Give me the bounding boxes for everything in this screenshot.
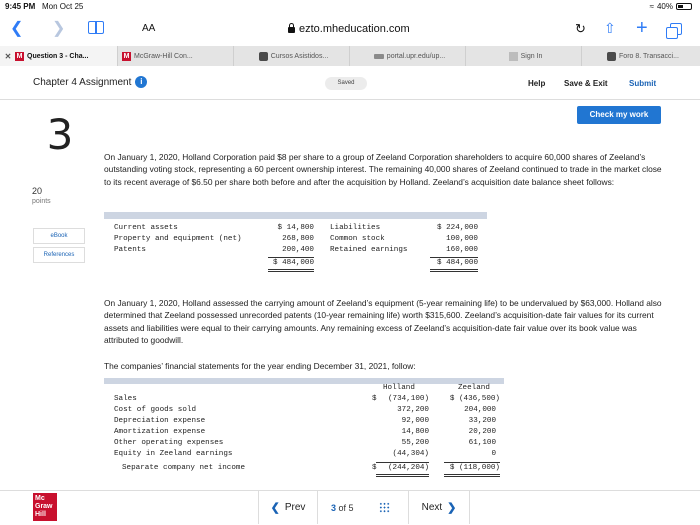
chevron-left-icon: ❮ (270, 502, 280, 514)
bottom-navigation (0, 490, 700, 525)
bs-asset-value: 268,800 (282, 235, 314, 243)
tab-label: Foro 8. Transacci... (619, 52, 679, 60)
course-icon (259, 52, 268, 61)
prev-button[interactable] (258, 491, 318, 524)
fs-zeeland-value: $ (436,500) (449, 395, 500, 403)
fs-zeeland-value: 61,100 (468, 439, 496, 447)
mcgraw-icon: M (123, 52, 130, 60)
battery-percent: 40% (656, 2, 673, 11)
bs-liab-value: 100,000 (446, 235, 478, 243)
tabs-overview-icon[interactable] (670, 23, 682, 35)
forward-icon[interactable]: ❯ (52, 20, 66, 37)
bs-asset-value: 200,400 (282, 246, 314, 254)
tab-label: Sign In (520, 52, 543, 60)
tab-question-3[interactable] (0, 46, 118, 66)
fs-holland-value: 92,000 (401, 417, 429, 425)
portal-icon (374, 54, 384, 59)
save-exit-button[interactable]: Save & Exit (564, 79, 608, 88)
question-number: 3 (46, 110, 74, 159)
fs-currency: $ (372, 395, 377, 403)
prev-label: Prev (284, 502, 306, 513)
signin-icon (509, 52, 518, 61)
bs-liab-value: 160,000 (446, 246, 478, 254)
fs-holland-value: (44,304) (392, 450, 429, 458)
submit-button[interactable]: Submit (629, 79, 657, 88)
bs-asset-total: $ 484,000 (268, 257, 314, 272)
question-paragraph-2: On January 1, 2020, Holland assessed the carrying amount of Zeeland’s equipment (5-year remaining life) to be undervalued by $63,000. Holland also determined that Zeeland possessed unrecorded patents (10-year remaining life) worth $315,600. Zeeland’s acquisition-date fair values for its current assets and liabilities were equal to their carrying amounts. Any remaining excess of Zeeland’s acquisition-date fair value over its book value was attributed to goodwill. (104, 298, 662, 345)
ebook-button[interactable]: eBook (33, 228, 85, 244)
bs-asset-label: Property and equipment (net) (114, 235, 242, 243)
fs-zeeland-value: 204,000 (464, 406, 496, 414)
bs-liab-label: Retained earnings (330, 246, 408, 254)
fs-holland-value: (734,100) (387, 395, 429, 403)
browser-toolbar (0, 14, 700, 44)
tab-foro[interactable] (582, 46, 700, 66)
references-button[interactable]: References (33, 247, 85, 263)
points-value: 20 (32, 186, 43, 196)
bs-liab-value: $ 224,000 (436, 224, 478, 232)
page-title (33, 76, 147, 88)
tab-label: McGraw-Hill Con... (134, 52, 193, 60)
fs-row-label: Sales (114, 395, 137, 403)
fs-holland-net: (244,204) (376, 462, 429, 477)
balance-sheet-table (104, 212, 487, 274)
status-bar (0, 0, 700, 14)
reload-icon[interactable]: ↻ (575, 21, 586, 36)
fs-holland-value: 55,200 (401, 439, 429, 447)
fs-zeeland-net: $ (118,000) (444, 462, 500, 477)
fs-net-label: Separate company net income (122, 464, 246, 472)
tab-portal[interactable] (350, 46, 466, 66)
fs-currency: $ (372, 464, 377, 472)
course-icon (607, 52, 616, 61)
status-date: Mon Oct 25 (42, 2, 84, 11)
chevron-right-icon: ❯ (447, 502, 457, 514)
close-tab-icon[interactable]: ✕ (4, 51, 12, 61)
next-label: Next (421, 502, 443, 513)
text-size-button[interactable]: AA (142, 23, 156, 34)
current-page: 3 (331, 503, 337, 513)
fs-row-label: Other operating expenses (114, 439, 224, 447)
battery-icon (676, 3, 692, 10)
fs-col-zeeland: Zeeland (458, 384, 490, 392)
question-paragraph-3: The companies’ financial statements for the year ending December 31, 2021, follow: (104, 361, 416, 371)
address-bar[interactable] (288, 23, 410, 35)
fs-row-label: Depreciation expense (114, 417, 206, 425)
tab-cursos[interactable] (234, 46, 350, 66)
bs-liab-total: $ 484,000 (430, 257, 478, 272)
chapter-title: Chapter 4 Assignment (33, 76, 132, 88)
fs-holland-value: 372,200 (397, 406, 429, 414)
share-icon[interactable]: ⇧ (604, 20, 616, 36)
fs-row-label: Equity in Zeeland earnings (114, 450, 233, 458)
mcgraw-icon: M (16, 52, 23, 60)
tab-bar (0, 46, 700, 66)
lock-icon (288, 27, 295, 33)
back-icon[interactable]: ❮ (10, 20, 24, 37)
new-tab-icon[interactable]: + (636, 17, 648, 39)
question-paragraph-1: On January 1, 2020, Holland Corporation paid $8 per share to a group of Zeeland Corporation shareholders to acquire 60,000 shares of Zeeland’s outstanding voting stock, representing a 60 percent ownership interest. The remaining 40,000 shares of Zeeland continued to trade in the market close to its recent average of $6.50 per share both before and after the acquisition by Holland. Zeeland’s acquisition date balance sheet follows: (104, 152, 662, 187)
check-my-work-button[interactable]: Check my work (577, 106, 661, 124)
tab-label: portal.upr.edu/up... (386, 52, 446, 60)
fs-zeeland-value: 33,200 (468, 417, 496, 425)
grid-icon[interactable] (379, 502, 390, 513)
table-header-band (104, 378, 504, 384)
bs-liab-label: Liabilities (330, 224, 381, 232)
bookmarks-icon[interactable] (88, 21, 104, 34)
status-time: 9:45 PM (5, 2, 36, 11)
fs-zeeland-value: 0 (491, 450, 496, 458)
tab-mcgraw-hill[interactable] (118, 46, 234, 66)
wifi-icon: ≈ (649, 2, 654, 11)
bs-asset-label: Patents (114, 246, 146, 254)
next-button[interactable] (408, 491, 470, 524)
table-header-band (104, 212, 487, 219)
assignment-header (0, 66, 700, 100)
page-indicator[interactable] (331, 503, 354, 513)
bs-asset-label: Current assets (114, 224, 178, 232)
saved-badge: Saved (325, 77, 367, 90)
bs-liab-label: Common stock (330, 235, 385, 243)
fs-zeeland-value: 20,200 (468, 428, 496, 436)
tab-label: Question 3 - Cha... (27, 52, 89, 60)
page-total: of 5 (338, 503, 354, 513)
fs-holland-value: 14,800 (401, 428, 429, 436)
tab-sign-in[interactable] (466, 46, 582, 66)
points-label: points (32, 198, 51, 205)
help-button[interactable]: Help (528, 79, 546, 88)
status-right (650, 2, 692, 11)
mcgraw-hill-logo: Mc Graw Hill (33, 493, 57, 521)
url-text: ezto.mheducation.com (299, 23, 410, 35)
financial-statement-table (104, 378, 504, 478)
tab-label: Cursos Asistidos... (270, 52, 329, 60)
fs-row-label: Cost of goods sold (114, 406, 197, 414)
fs-col-holland: Holland (383, 384, 415, 392)
info-icon[interactable]: i (135, 76, 147, 88)
bs-asset-value: $ 14,800 (277, 224, 314, 232)
fs-row-label: Amortization expense (114, 428, 206, 436)
